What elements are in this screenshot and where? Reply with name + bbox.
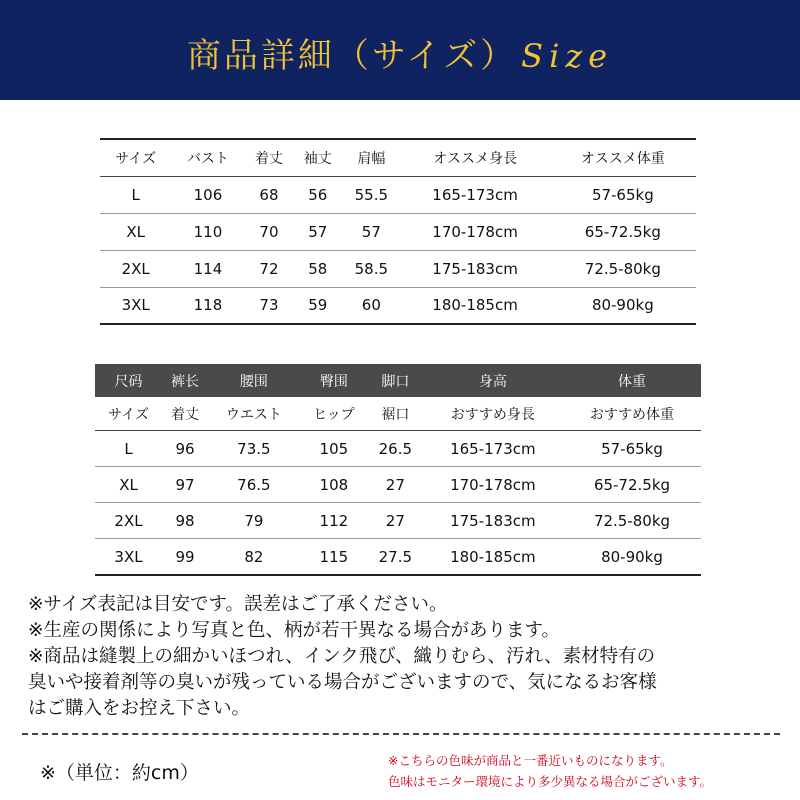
table-cell: 73 (245, 287, 294, 324)
table-header-cell: 肩幅 (342, 139, 400, 176)
note-line: 臭いや接着剤等の臭いが残っている場合がございますので、気になるお客様 (28, 672, 657, 693)
table-cell: 27.5 (368, 539, 423, 576)
table-cell: 165-173cm (423, 431, 563, 467)
table-cell: L (95, 431, 162, 467)
table-cell: 165-173cm (400, 176, 549, 213)
table-cell: 3XL (95, 539, 162, 576)
table-header-cell: 着丈 (162, 397, 208, 431)
table-header-row (100, 139, 696, 176)
table-cell: 72.5-80kg (550, 250, 696, 287)
unit-label: ※（単位：約cm） (40, 762, 199, 784)
table-cell: 82 (208, 539, 300, 576)
table-row (95, 539, 701, 576)
table-cell: 112 (300, 503, 368, 539)
table-cell: 175-183cm (400, 250, 549, 287)
table-cell: 97 (162, 467, 208, 503)
table-cell: 55.5 (342, 176, 400, 213)
table-row (100, 213, 696, 250)
dashed-divider (22, 733, 780, 735)
table-cell: 175-183cm (423, 503, 563, 539)
table-cell: 106 (171, 176, 244, 213)
size-notes (28, 592, 788, 722)
table-header-cell: おすすめ体重 (563, 397, 701, 431)
table-header-cell: オススメ身長 (400, 139, 549, 176)
table-cell: 114 (171, 250, 244, 287)
size-table-pants (95, 364, 701, 576)
table-cell: 118 (171, 287, 244, 324)
table-cell: 65-72.5kg (550, 213, 696, 250)
table-cell: 58.5 (342, 250, 400, 287)
disclaimer-line: ※こちらの色味が商品と一番近いものになります。 (388, 753, 673, 768)
table-cell: 2XL (100, 250, 171, 287)
table-row (95, 431, 701, 467)
table-cell: 57 (293, 213, 342, 250)
table-cell: 57-65kg (550, 176, 696, 213)
page-title-script: Size (521, 37, 614, 75)
table-row (95, 467, 701, 503)
table-top-header-cell: 身高 (423, 364, 563, 397)
table-cell: 108 (300, 467, 368, 503)
disclaimer-line: 色味はモニター環境により多少異なる場合がございます。 (388, 774, 713, 789)
table-row (100, 250, 696, 287)
table-top-header-cell: 臀围 (300, 364, 368, 397)
table-cell: 27 (368, 467, 423, 503)
table-top-header-cell: 体重 (563, 364, 701, 397)
page-title (0, 28, 800, 77)
table-cell: 70 (245, 213, 294, 250)
note-line: ※商品は縫製上の細かいほつれ、インク飛び、織りむら、汚れ、素材特有の (28, 646, 656, 667)
table-cell: 73.5 (208, 431, 300, 467)
note-line: ※生産の関係により写真と色、柄が若干異なる場合があります。 (28, 620, 561, 641)
table-cell: 80-90kg (563, 539, 701, 576)
table-top-header-row (95, 364, 701, 397)
page-header-banner (0, 0, 800, 100)
table-header-cell: サイズ (95, 397, 162, 431)
table-cell: 59 (293, 287, 342, 324)
table-header-row (95, 397, 701, 431)
page-title-text: 商品詳細（サイズ） (186, 36, 518, 76)
table-cell: 170-178cm (423, 467, 563, 503)
table-cell: 79 (208, 503, 300, 539)
table-cell: 110 (171, 213, 244, 250)
table-cell: 56 (293, 176, 342, 213)
table-cell: 57 (342, 213, 400, 250)
table-cell: 180-185cm (423, 539, 563, 576)
table-cell: XL (100, 213, 171, 250)
table-header-cell: ヒップ (300, 397, 368, 431)
table-header-cell: おすすめ身長 (423, 397, 563, 431)
table-cell: 96 (162, 431, 208, 467)
table-header-cell: オススメ体重 (550, 139, 696, 176)
table-cell: 26.5 (368, 431, 423, 467)
table-header-cell: 裾口 (368, 397, 423, 431)
color-disclaimer (388, 750, 712, 792)
table-header-cell: サイズ (100, 139, 171, 176)
table-cell: 60 (342, 287, 400, 324)
table-cell: 115 (300, 539, 368, 576)
table-cell: 3XL (100, 287, 171, 324)
table-cell: 57-65kg (563, 431, 701, 467)
table-cell: 180-185cm (400, 287, 549, 324)
table-cell: 105 (300, 431, 368, 467)
table-top-header-cell: 尺码 (95, 364, 162, 397)
table-row (100, 287, 696, 324)
note-line: はご購入をお控え下さい。 (28, 698, 251, 719)
size-table-tops (100, 138, 696, 325)
table-cell: 72 (245, 250, 294, 287)
table-top-header-cell: 腰围 (208, 364, 300, 397)
table-top-header-cell: 裤长 (162, 364, 208, 397)
table-cell: L (100, 176, 171, 213)
table-header-cell: ウエスト (208, 397, 300, 431)
table-cell: 170-178cm (400, 213, 549, 250)
note-line: ※サイズ表記は目安です。誤差はご了承ください。 (28, 594, 448, 615)
table-cell: 58 (293, 250, 342, 287)
table-cell: XL (95, 467, 162, 503)
table-header-cell: バスト (171, 139, 244, 176)
table-top-header-cell: 脚口 (368, 364, 423, 397)
table-cell: 65-72.5kg (563, 467, 701, 503)
table-cell: 98 (162, 503, 208, 539)
table-cell: 76.5 (208, 467, 300, 503)
table-header-cell: 袖丈 (293, 139, 342, 176)
table-cell: 80-90kg (550, 287, 696, 324)
table-row (95, 503, 701, 539)
table-cell: 72.5-80kg (563, 503, 701, 539)
table-header-cell: 着丈 (245, 139, 294, 176)
table-cell: 68 (245, 176, 294, 213)
table-cell: 2XL (95, 503, 162, 539)
table-cell: 27 (368, 503, 423, 539)
table-row (100, 176, 696, 213)
table-cell: 99 (162, 539, 208, 576)
